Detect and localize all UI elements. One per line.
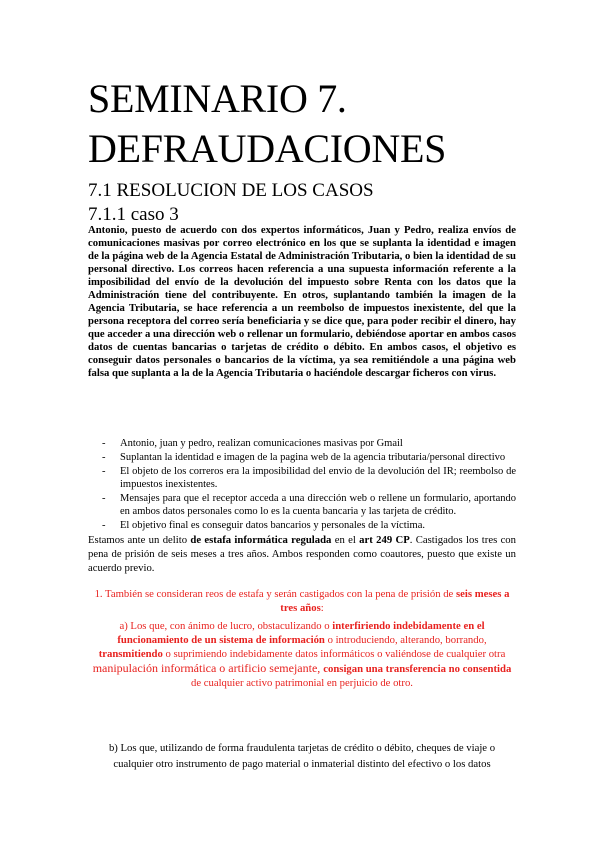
list-item: - El objetivo final es conseguir datos bancarios y personales de la víctima. bbox=[88, 519, 516, 532]
subsection-heading: 7.1.1 caso 3 bbox=[88, 204, 179, 225]
text-run: en el bbox=[331, 534, 360, 546]
text-run: de cualquier activo patrimonial en perjuicio de otro. bbox=[191, 677, 413, 689]
text-run: : bbox=[320, 602, 324, 614]
text-run: o suprimiendo indebidamente datos informáticos o valiéndose de cualquier otra bbox=[162, 648, 506, 660]
analysis-paragraph bbox=[88, 533, 516, 575]
law-article-intro bbox=[88, 587, 516, 615]
text-run: Estamos ante un delito bbox=[88, 534, 191, 546]
bold-run: de estafa informática regulada bbox=[190, 534, 332, 546]
text-run: a) Los que, con ánimo de lucro, obstaculizando o bbox=[119, 620, 333, 632]
bold-run: transmitiendo bbox=[98, 648, 163, 660]
law-article-b: b) Los que, utilizando de forma fraudulenta tarjetas de crédito o débito, cheques de viaje o cualquier otro instrumento de pago material o inmaterial distinto del efectivo o los datos bbox=[108, 742, 496, 770]
list-item: - El objeto de los correros era la imposibilidad del envio de la devolución del IR; reembolso de impuestos inexistentes. bbox=[88, 465, 516, 491]
text-run: . Castigados los tres con pena de prisión de seis meses a tres años. Ambos responden como coautores, puesto que existe un acuerdo previo. bbox=[88, 534, 516, 574]
text-run: 1. También se consideran reos de estafa y serán castigados con la pena de prisión de bbox=[94, 588, 456, 600]
title-line-2: DEFRAUDACIONES bbox=[88, 126, 447, 171]
summary-list bbox=[88, 437, 516, 533]
page-title bbox=[88, 74, 548, 174]
list-item: - Antonio, juan y pedro, realizan comunicaciones masivas por Gmail bbox=[88, 437, 516, 450]
section-heading: 7.1 RESOLUCION DE LOS CASOS bbox=[88, 180, 374, 201]
bold-run: consigan una transferencia no consentida bbox=[323, 663, 512, 675]
law-article-a bbox=[88, 619, 516, 690]
bold-run: seis meses a tres años bbox=[280, 588, 510, 614]
bold-run: interfiriendo indebidamente en el funcionamiento de un sistema de información bbox=[117, 620, 485, 646]
title-line-1: SEMINARIO 7. bbox=[88, 76, 347, 121]
text-run: manipulación informática o artificio semejante, bbox=[92, 661, 324, 675]
bold-run: art 249 CP bbox=[359, 534, 410, 546]
text-run: o introduciendo, alterando, borrando, bbox=[324, 634, 487, 646]
list-item: - Mensajes para que el receptor acceda a una dirección web o rellene un formulario, aportando en ambos datos personales como lo es la cuenta bancaria y las tarjeta de crédito. bbox=[88, 492, 516, 518]
list-item: - Suplantan la identidad e imagen de la pagina web de la agencia tributaria/personal directivo bbox=[88, 451, 516, 464]
case-statement: Antonio, puesto de acuerdo con dos expertos informáticos, Juan y Pedro, realiza envíos de comunicaciones masivas por correo electrónico en los que se suplanta la identidad e imagen de la página web de la Agencia Estatal de Administración Tributaria, o bien la identidad de su personal directivo. Los correos hacen referencia a una supuesta información referente a la imposibilidad del envío de la devolución del impuesto sobre Renta con los datos que la Administración tiene del contribuyente. En otros, suplantando también la imagen de la Agencia Tributaria, se hace referencia a un reembolso de impuestos inexistente, del que la persona receptora del correo sería beneficiaria y se dice que, para poder recibir el dinero, hay que acceder a una dirección web o rellenar un formulario, debiéndose aportar en ambos casos datos de cuentas bancarias o tarjetas de crédito o débito. En ambos casos, el objetivo es conseguir datos personales o bancarios de la víctima, ya sea remitiéndole a una página web falsa que suplanta a la de la Agencia Tributaria o haciéndole descargar ficheros con virus. bbox=[88, 224, 516, 379]
